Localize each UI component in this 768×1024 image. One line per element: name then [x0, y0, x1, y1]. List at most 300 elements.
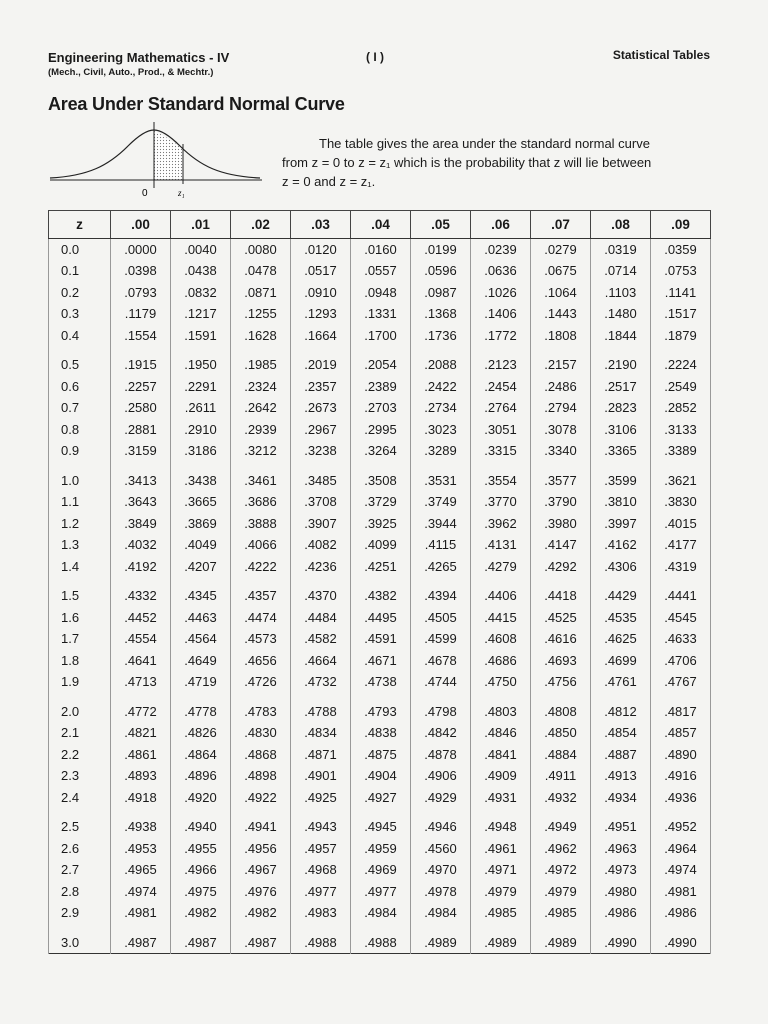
area-value-cell: .2088 — [411, 346, 471, 376]
normal-curve-figure — [48, 118, 268, 206]
z-value-cell: 0.3 — [49, 303, 111, 325]
area-value-cell: .3159 — [111, 440, 171, 462]
area-value-cell: .3186 — [171, 440, 231, 462]
table-row — [49, 671, 711, 693]
area-value-cell: .2881 — [111, 419, 171, 441]
table-row — [49, 397, 711, 419]
area-value-cell: .2517 — [591, 376, 651, 398]
area-value-cell: .4699 — [591, 650, 651, 672]
table-row — [49, 881, 711, 903]
table-row — [49, 491, 711, 513]
section-title: Area Under Standard Normal Curve — [48, 94, 345, 114]
area-value-cell: .4633 — [651, 628, 711, 650]
area-value-cell: .3997 — [591, 513, 651, 535]
area-value-cell: .4911 — [531, 765, 591, 787]
area-value-cell: .0636 — [471, 260, 531, 282]
area-value-cell: .3643 — [111, 491, 171, 513]
area-value-cell: .4965 — [111, 859, 171, 881]
area-value-cell: .4957 — [291, 838, 351, 860]
area-value-cell: .0398 — [111, 260, 171, 282]
column-header: .03 — [291, 211, 351, 239]
z-value-cell: 0.1 — [49, 260, 111, 282]
table-header-row — [49, 211, 711, 239]
area-value-cell: .0910 — [291, 282, 351, 304]
area-value-cell: .2291 — [171, 376, 231, 398]
area-value-cell: .4961 — [471, 838, 531, 860]
area-value-cell: .3340 — [531, 440, 591, 462]
area-value-cell: .3888 — [231, 513, 291, 535]
area-value-cell: .4878 — [411, 744, 471, 766]
area-value-cell: .3413 — [111, 462, 171, 492]
table-row — [49, 325, 711, 347]
z-value-cell: 2.6 — [49, 838, 111, 860]
area-value-cell: .0239 — [471, 239, 531, 261]
area-value-cell: .1103 — [591, 282, 651, 304]
area-value-cell: .4719 — [171, 671, 231, 693]
area-value-cell: .4099 — [351, 534, 411, 556]
table-description — [282, 134, 714, 191]
area-value-cell: .4931 — [471, 787, 531, 809]
area-value-cell: .4983 — [291, 902, 351, 924]
label-zero: 0 — [142, 188, 148, 199]
area-value-cell: .1331 — [351, 303, 411, 325]
table-row — [49, 462, 711, 492]
area-value-cell: .0319 — [591, 239, 651, 261]
area-value-cell: .3508 — [351, 462, 411, 492]
area-value-cell: .4599 — [411, 628, 471, 650]
area-value-cell: .4978 — [411, 881, 471, 903]
area-value-cell: .4778 — [171, 693, 231, 723]
z-value-cell: 0.2 — [49, 282, 111, 304]
area-value-cell: .4948 — [471, 808, 531, 838]
normal-table-container — [48, 210, 710, 954]
table-row — [49, 534, 711, 556]
area-value-cell: .4987 — [231, 924, 291, 954]
area-value-cell: .2852 — [651, 397, 711, 419]
area-value-cell: .4904 — [351, 765, 411, 787]
area-value-cell: .2357 — [291, 376, 351, 398]
area-value-cell: .4985 — [531, 902, 591, 924]
area-value-cell: .3770 — [471, 491, 531, 513]
area-value-cell: .4177 — [651, 534, 711, 556]
area-value-cell: .4162 — [591, 534, 651, 556]
area-value-cell: .3925 — [351, 513, 411, 535]
header-left — [48, 50, 229, 78]
column-header: .08 — [591, 211, 651, 239]
area-value-cell: .2257 — [111, 376, 171, 398]
area-value-cell: .1255 — [231, 303, 291, 325]
label-z1: z₁ — [178, 188, 185, 198]
area-value-cell: .4418 — [531, 577, 591, 607]
area-value-cell: .4726 — [231, 671, 291, 693]
area-value-cell: .4918 — [111, 787, 171, 809]
table-row — [49, 346, 711, 376]
area-value-cell: .4207 — [171, 556, 231, 578]
table-row — [49, 282, 711, 304]
table-row — [49, 376, 711, 398]
area-value-cell: .2454 — [471, 376, 531, 398]
area-value-cell: .4989 — [531, 924, 591, 954]
area-value-cell: .2794 — [531, 397, 591, 419]
area-value-cell: .0714 — [591, 260, 651, 282]
area-value-cell: .1700 — [351, 325, 411, 347]
area-value-cell: .4927 — [351, 787, 411, 809]
area-value-cell: .4916 — [651, 765, 711, 787]
area-value-cell: .3790 — [531, 491, 591, 513]
area-value-cell: .4082 — [291, 534, 351, 556]
area-value-cell: .2673 — [291, 397, 351, 419]
table-row — [49, 607, 711, 629]
area-value-cell: .4192 — [111, 556, 171, 578]
area-value-cell: .3686 — [231, 491, 291, 513]
area-value-cell: .4884 — [531, 744, 591, 766]
area-value-cell: .4251 — [351, 556, 411, 578]
z-value-cell: 2.0 — [49, 693, 111, 723]
table-row — [49, 693, 711, 723]
area-value-cell: .3729 — [351, 491, 411, 513]
z-value-cell: 0.0 — [49, 239, 111, 261]
area-value-cell: .2823 — [591, 397, 651, 419]
area-value-cell: .1179 — [111, 303, 171, 325]
area-value-cell: .4357 — [231, 577, 291, 607]
area-value-cell: .4979 — [531, 881, 591, 903]
area-value-cell: .1808 — [531, 325, 591, 347]
area-value-cell: .4292 — [531, 556, 591, 578]
area-value-cell: .4941 — [231, 808, 291, 838]
area-value-cell: .4560 — [411, 838, 471, 860]
area-value-cell: .3315 — [471, 440, 531, 462]
area-value-cell: .4949 — [531, 808, 591, 838]
area-value-cell: .4345 — [171, 577, 231, 607]
area-value-cell: .4842 — [411, 722, 471, 744]
area-value-cell: .0832 — [171, 282, 231, 304]
table-row — [49, 419, 711, 441]
area-value-cell: .4394 — [411, 577, 471, 607]
z-value-cell: 1.4 — [49, 556, 111, 578]
area-value-cell: .4015 — [651, 513, 711, 535]
area-value-cell: .1406 — [471, 303, 531, 325]
book-title: Engineering Mathematics - IV — [48, 50, 230, 65]
area-value-cell: .4929 — [411, 787, 471, 809]
area-value-cell: .2324 — [231, 376, 291, 398]
description-line-1: The table gives the area under the standard normal curve — [319, 136, 650, 151]
table-row — [49, 440, 711, 462]
area-value-cell: .2190 — [591, 346, 651, 376]
area-value-cell: .4913 — [591, 765, 651, 787]
area-value-cell: .1736 — [411, 325, 471, 347]
area-value-cell: .3554 — [471, 462, 531, 492]
area-value-cell: .1628 — [231, 325, 291, 347]
area-value-cell: .2019 — [291, 346, 351, 376]
z-value-cell: 2.9 — [49, 902, 111, 924]
column-header: .02 — [231, 211, 291, 239]
z-value-cell: 1.6 — [49, 607, 111, 629]
area-value-cell: .3665 — [171, 491, 231, 513]
area-value-cell: .0080 — [231, 239, 291, 261]
area-value-cell: .2910 — [171, 419, 231, 441]
area-value-cell: .2157 — [531, 346, 591, 376]
area-value-cell: .0596 — [411, 260, 471, 282]
area-value-cell: .4222 — [231, 556, 291, 578]
area-value-cell: .3389 — [651, 440, 711, 462]
area-value-cell: .4147 — [531, 534, 591, 556]
z-value-cell: 2.8 — [49, 881, 111, 903]
area-value-cell: .4864 — [171, 744, 231, 766]
area-value-cell: .4969 — [351, 859, 411, 881]
area-value-cell: .4573 — [231, 628, 291, 650]
column-header: .06 — [471, 211, 531, 239]
area-value-cell: .2580 — [111, 397, 171, 419]
area-value-cell: .4370 — [291, 577, 351, 607]
area-value-cell: .4986 — [651, 902, 711, 924]
area-value-cell: .4970 — [411, 859, 471, 881]
area-value-cell: .4591 — [351, 628, 411, 650]
area-value-cell: .4857 — [651, 722, 711, 744]
area-value-cell: .4793 — [351, 693, 411, 723]
area-value-cell: .4936 — [651, 787, 711, 809]
area-value-cell: .3264 — [351, 440, 411, 462]
area-value-cell: .4415 — [471, 607, 531, 629]
area-value-cell: .4971 — [471, 859, 531, 881]
area-value-cell: .3849 — [111, 513, 171, 535]
area-value-cell: .3078 — [531, 419, 591, 441]
area-value-cell: .4772 — [111, 693, 171, 723]
area-value-cell: .4279 — [471, 556, 531, 578]
area-value-cell: .4898 — [231, 765, 291, 787]
area-value-cell: .3461 — [231, 462, 291, 492]
area-value-cell: .2967 — [291, 419, 351, 441]
area-value-cell: .0478 — [231, 260, 291, 282]
area-value-cell: .3212 — [231, 440, 291, 462]
area-value-cell: .4441 — [651, 577, 711, 607]
area-value-cell: .4875 — [351, 744, 411, 766]
area-value-cell: .2549 — [651, 376, 711, 398]
description-line-2: from z = 0 to z = z₁ which is the probability that z will lie between — [282, 155, 652, 170]
area-value-cell: .4963 — [591, 838, 651, 860]
table-row — [49, 239, 711, 261]
area-value-cell: .4830 — [231, 722, 291, 744]
area-value-cell: .4641 — [111, 650, 171, 672]
area-value-cell: .4319 — [651, 556, 711, 578]
area-value-cell: .4382 — [351, 577, 411, 607]
z-value-cell: 0.4 — [49, 325, 111, 347]
area-value-cell: .1844 — [591, 325, 651, 347]
area-value-cell: .4032 — [111, 534, 171, 556]
area-value-cell: .4909 — [471, 765, 531, 787]
area-value-cell: .2123 — [471, 346, 531, 376]
area-value-cell: .1443 — [531, 303, 591, 325]
area-value-cell: .4066 — [231, 534, 291, 556]
shaded-area — [154, 131, 183, 180]
area-value-cell: .4750 — [471, 671, 531, 693]
area-value-cell: .4554 — [111, 628, 171, 650]
area-value-cell: .4265 — [411, 556, 471, 578]
area-value-cell: .4938 — [111, 808, 171, 838]
area-value-cell: .2939 — [231, 419, 291, 441]
area-value-cell: .3810 — [591, 491, 651, 513]
area-value-cell: .4854 — [591, 722, 651, 744]
area-value-cell: .0438 — [171, 260, 231, 282]
z-value-cell: 1.0 — [49, 462, 111, 492]
area-value-cell: .4981 — [651, 881, 711, 903]
area-value-cell: .1591 — [171, 325, 231, 347]
area-value-cell: .4962 — [531, 838, 591, 860]
area-value-cell: .4306 — [591, 556, 651, 578]
area-value-cell: .3708 — [291, 491, 351, 513]
area-value-cell: .4812 — [591, 693, 651, 723]
area-value-cell: .1064 — [531, 282, 591, 304]
area-value-cell: .4934 — [591, 787, 651, 809]
z-value-cell: 2.7 — [49, 859, 111, 881]
z-value-cell: 2.5 — [49, 808, 111, 838]
column-header: .04 — [351, 211, 411, 239]
area-value-cell: .3869 — [171, 513, 231, 535]
table-row — [49, 765, 711, 787]
page-number: ( I ) — [366, 50, 384, 64]
area-value-cell: .4987 — [171, 924, 231, 954]
area-value-cell: .0199 — [411, 239, 471, 261]
area-value-cell: .4988 — [351, 924, 411, 954]
area-value-cell: .4452 — [111, 607, 171, 629]
area-value-cell: .0948 — [351, 282, 411, 304]
area-value-cell: .4945 — [351, 808, 411, 838]
z-value-cell: 0.5 — [49, 346, 111, 376]
area-value-cell: .0871 — [231, 282, 291, 304]
z-value-cell: 2.1 — [49, 722, 111, 744]
area-value-cell: .4967 — [231, 859, 291, 881]
area-value-cell: .2054 — [351, 346, 411, 376]
description-line-3: z = 0 and z = z₁. — [282, 174, 376, 189]
area-value-cell: .4131 — [471, 534, 531, 556]
area-value-cell: .4932 — [531, 787, 591, 809]
area-value-cell: .4649 — [171, 650, 231, 672]
area-value-cell: .4953 — [111, 838, 171, 860]
area-value-cell: .4906 — [411, 765, 471, 787]
area-value-cell: .4973 — [591, 859, 651, 881]
column-header: .01 — [171, 211, 231, 239]
table-row — [49, 628, 711, 650]
z-value-cell: 1.3 — [49, 534, 111, 556]
area-value-cell: .3980 — [531, 513, 591, 535]
area-value-cell: .3051 — [471, 419, 531, 441]
z-value-cell: 2.3 — [49, 765, 111, 787]
area-value-cell: .4803 — [471, 693, 531, 723]
area-value-cell: .4922 — [231, 787, 291, 809]
area-value-cell: .1217 — [171, 303, 231, 325]
z-value-cell: 0.7 — [49, 397, 111, 419]
area-value-cell: .4564 — [171, 628, 231, 650]
area-value-cell: .2734 — [411, 397, 471, 419]
area-value-cell: .0793 — [111, 282, 171, 304]
area-value-cell: .2611 — [171, 397, 231, 419]
area-value-cell: .3438 — [171, 462, 231, 492]
area-value-cell: .4964 — [651, 838, 711, 860]
area-value-cell: .1879 — [651, 325, 711, 347]
area-value-cell: .4049 — [171, 534, 231, 556]
area-value-cell: .2703 — [351, 397, 411, 419]
table-row — [49, 577, 711, 607]
area-value-cell: .4706 — [651, 650, 711, 672]
area-value-cell: .4868 — [231, 744, 291, 766]
area-value-cell: .3907 — [291, 513, 351, 535]
area-value-cell: .3106 — [591, 419, 651, 441]
area-value-cell: .0675 — [531, 260, 591, 282]
area-value-cell: .4545 — [651, 607, 711, 629]
area-value-cell: .4990 — [591, 924, 651, 954]
area-value-cell: .4484 — [291, 607, 351, 629]
table-row — [49, 924, 711, 954]
area-value-cell: .4982 — [231, 902, 291, 924]
normal-distribution-table — [48, 210, 711, 954]
area-value-cell: .2422 — [411, 376, 471, 398]
area-value-cell: .2224 — [651, 346, 711, 376]
area-value-cell: .1293 — [291, 303, 351, 325]
area-value-cell: .4901 — [291, 765, 351, 787]
z-value-cell: 0.8 — [49, 419, 111, 441]
area-value-cell: .4693 — [531, 650, 591, 672]
area-value-cell: .4972 — [531, 859, 591, 881]
area-value-cell: .4896 — [171, 765, 231, 787]
area-value-cell: .1915 — [111, 346, 171, 376]
area-value-cell: .4656 — [231, 650, 291, 672]
z-value-cell: 2.4 — [49, 787, 111, 809]
table-row — [49, 902, 711, 924]
header-section: Statistical Tables — [612, 48, 710, 62]
area-value-cell: .4985 — [471, 902, 531, 924]
area-value-cell: .4946 — [411, 808, 471, 838]
area-value-cell: .4664 — [291, 650, 351, 672]
area-value-cell: .4940 — [171, 808, 231, 838]
area-value-cell: .3749 — [411, 491, 471, 513]
area-value-cell: .4525 — [531, 607, 591, 629]
area-value-cell: .4838 — [351, 722, 411, 744]
area-value-cell: .4887 — [591, 744, 651, 766]
area-value-cell: .4976 — [231, 881, 291, 903]
area-value-cell: .4744 — [411, 671, 471, 693]
area-value-cell: .4406 — [471, 577, 531, 607]
area-value-cell: .0557 — [351, 260, 411, 282]
table-row — [49, 260, 711, 282]
area-value-cell: .2995 — [351, 419, 411, 441]
area-value-cell: .4767 — [651, 671, 711, 693]
area-value-cell: .4925 — [291, 787, 351, 809]
area-value-cell: .3577 — [531, 462, 591, 492]
column-header: .00 — [111, 211, 171, 239]
z-value-cell: 1.9 — [49, 671, 111, 693]
area-value-cell: .0040 — [171, 239, 231, 261]
area-value-cell: .4788 — [291, 693, 351, 723]
area-value-cell: .4980 — [591, 881, 651, 903]
area-value-cell: .3238 — [291, 440, 351, 462]
area-value-cell: .3944 — [411, 513, 471, 535]
area-value-cell: .4943 — [291, 808, 351, 838]
area-value-cell: .1554 — [111, 325, 171, 347]
area-value-cell: .2642 — [231, 397, 291, 419]
area-value-cell: .0279 — [531, 239, 591, 261]
area-value-cell: .4582 — [291, 628, 351, 650]
area-value-cell: .4236 — [291, 556, 351, 578]
area-value-cell: .3485 — [291, 462, 351, 492]
area-value-cell: .4990 — [651, 924, 711, 954]
book-subtitle: (Mech., Civil, Auto., Prod., & Mechtr.) — [48, 67, 214, 78]
column-header: .09 — [651, 211, 711, 239]
table-row — [49, 808, 711, 838]
area-value-cell: .2764 — [471, 397, 531, 419]
area-value-cell: .1985 — [231, 346, 291, 376]
area-value-cell: .2486 — [531, 376, 591, 398]
area-value-cell: .3023 — [411, 419, 471, 441]
table-row — [49, 513, 711, 535]
